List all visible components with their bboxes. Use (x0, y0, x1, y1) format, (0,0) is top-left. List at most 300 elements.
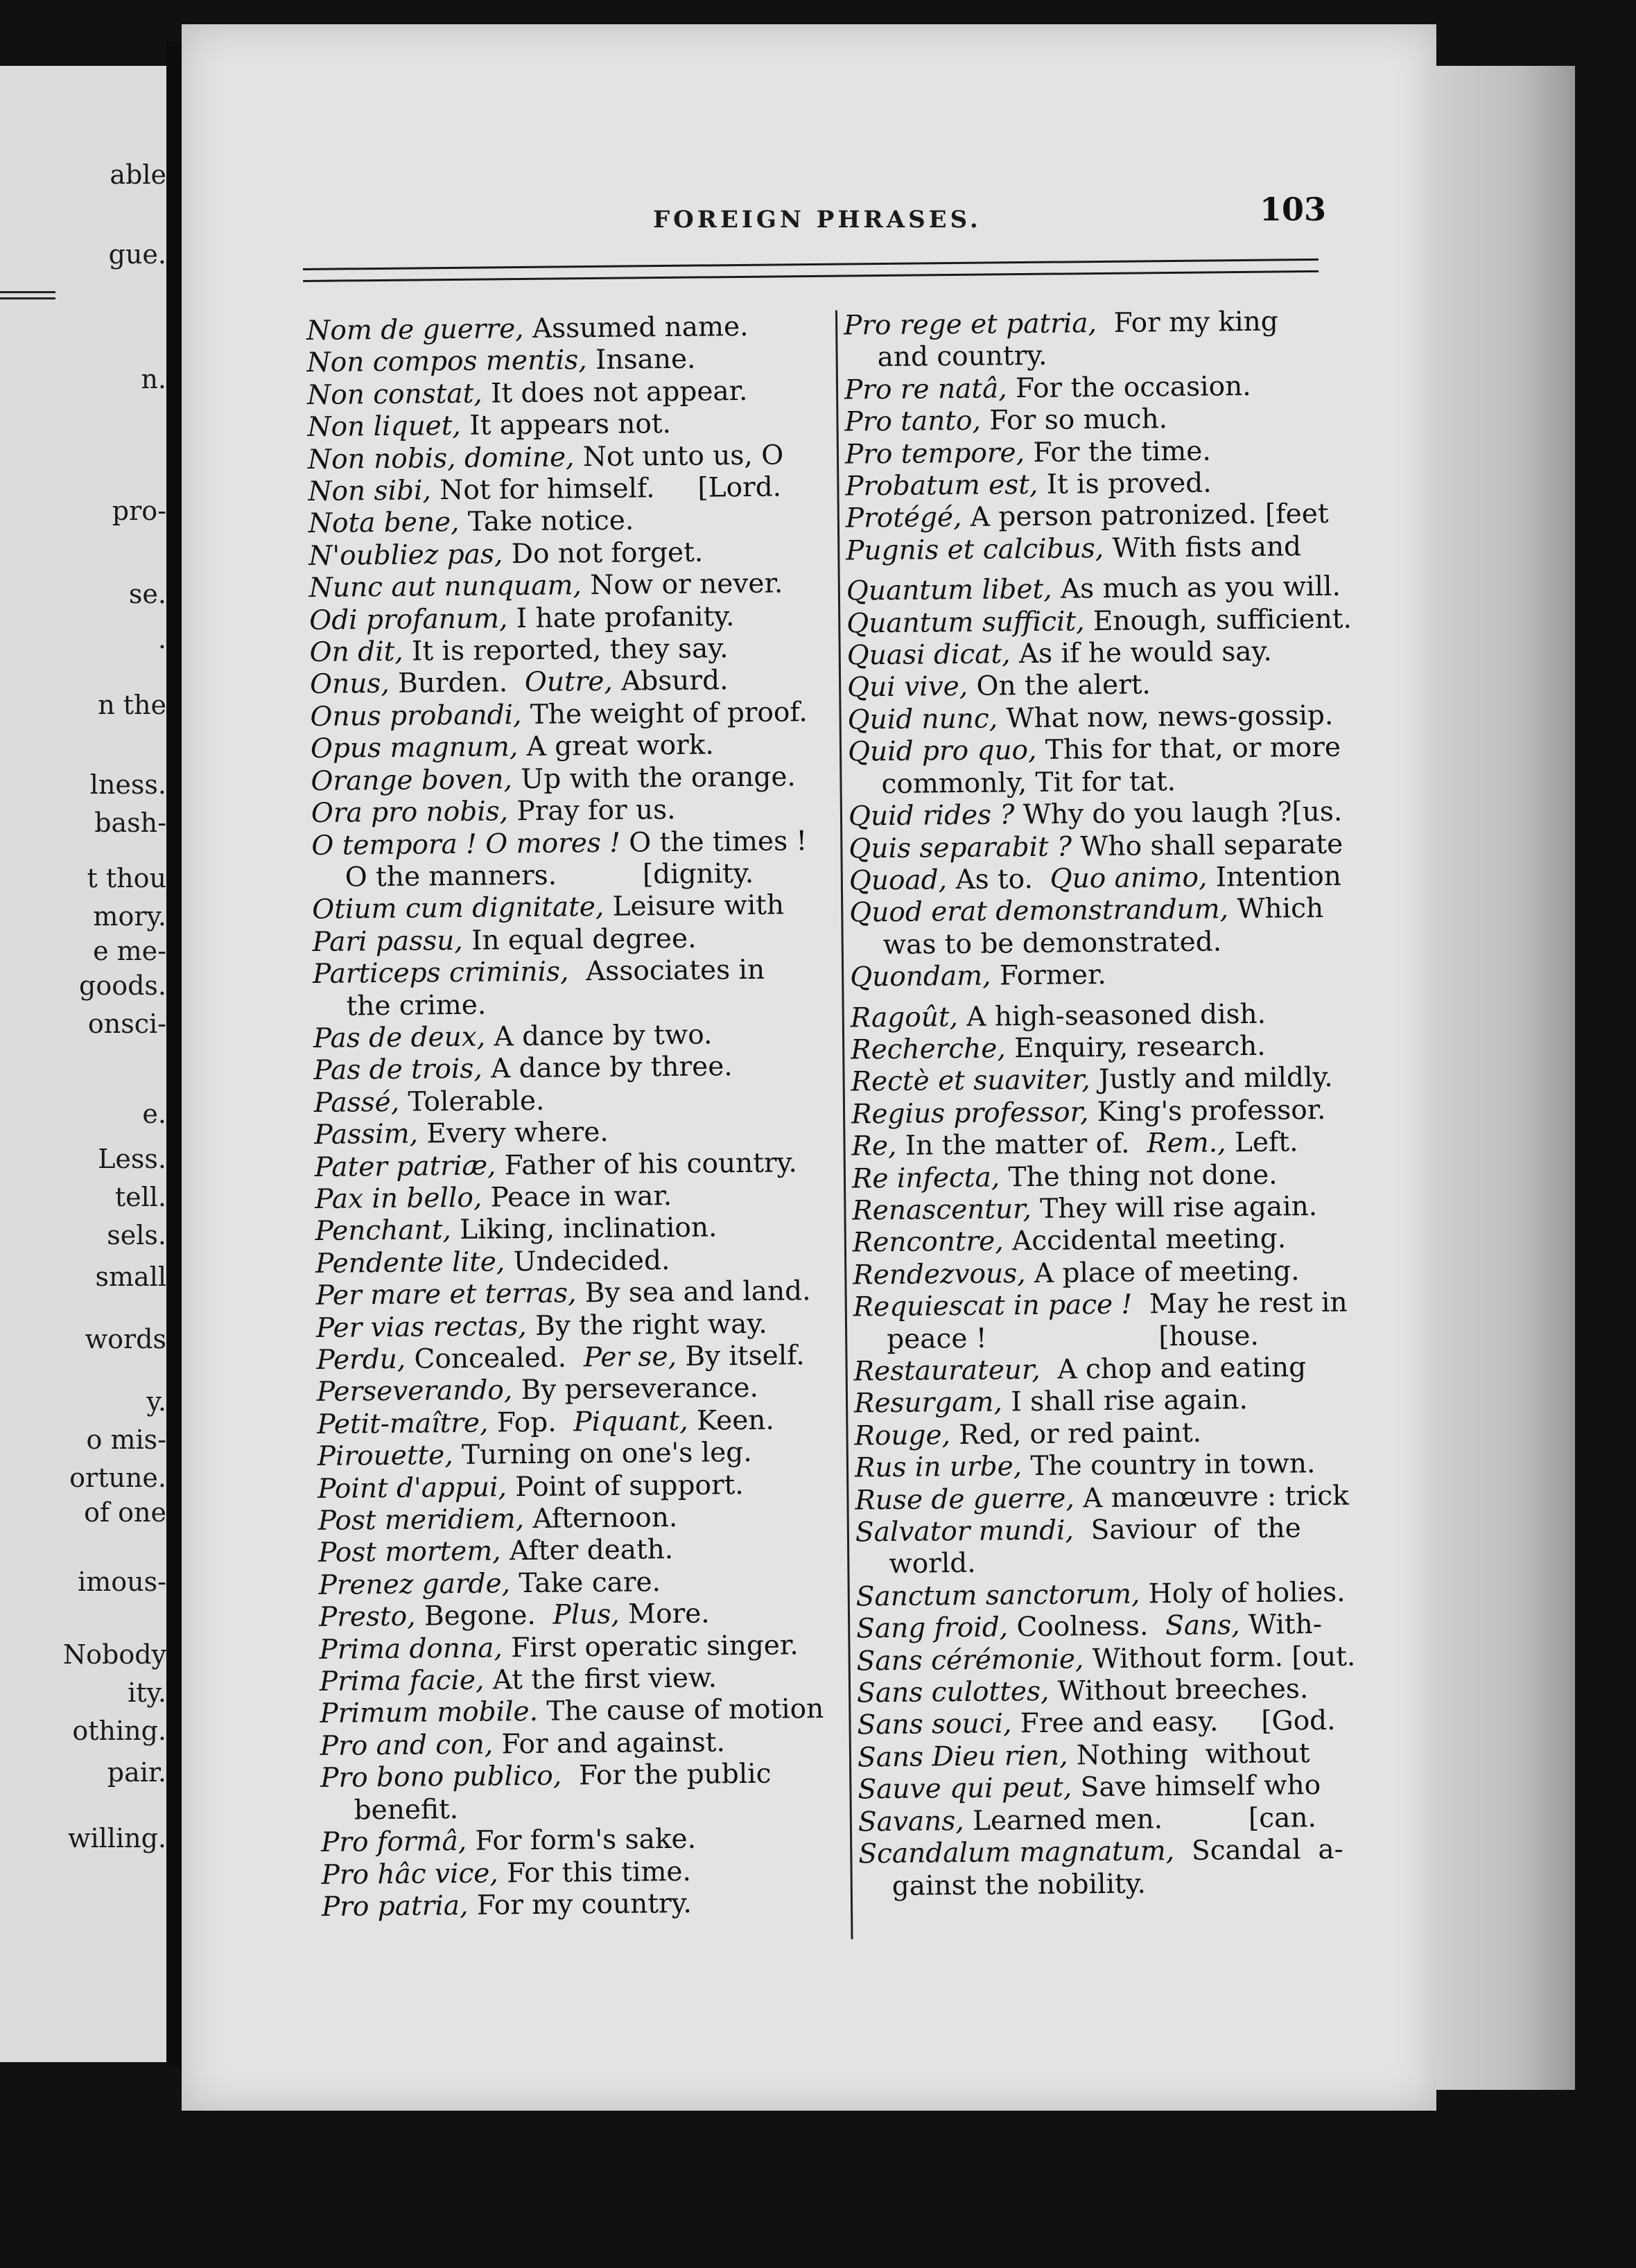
phrase-definition: Scandal a- (1174, 1833, 1344, 1867)
phrase-definition: Enquiry, research. (1005, 1030, 1266, 1065)
phrase-definition: Insane. (586, 344, 696, 376)
previous-page-line: sels. (107, 1220, 166, 1250)
phrase-entry (855, 1447, 1413, 1485)
phrase-entry (315, 1275, 839, 1313)
phrase-entry (845, 433, 1403, 471)
phrase-definition: A manœuvre : trick (1074, 1480, 1349, 1515)
phrase-term: On dit, (309, 636, 403, 669)
phrase-entry (320, 1758, 844, 1795)
phrase-entry (844, 337, 1402, 374)
phrase-definition: I shall rise again. (1002, 1384, 1248, 1418)
phrase-definition: The cause of motion (537, 1693, 824, 1728)
phrase-definition: Do not forget. (503, 537, 704, 570)
phrase-entry (847, 635, 1405, 672)
book-gutter (166, 42, 182, 2066)
phrase-term: Requiescat in pace ! (853, 1289, 1133, 1323)
phrase-term: Quid nunc, (847, 703, 998, 736)
phrase-entry (318, 1565, 842, 1603)
phrase-term: Particeps criminis, (312, 956, 569, 991)
phrase-definition: Take care. (510, 1567, 661, 1600)
phrase-definition: benefit. (354, 1793, 459, 1826)
phrase-term: Outre, (524, 666, 613, 699)
phrase-term: Ora pro nobis, (311, 796, 509, 830)
phrase-term: Pro and con, (320, 1729, 494, 1762)
phrase-definition: Left. (1226, 1126, 1298, 1159)
phrase-definition: Nothing without (1068, 1738, 1310, 1772)
phrase-term: Sans, (1165, 1610, 1240, 1642)
phrase-definition: For so much. (980, 403, 1168, 437)
phrase-term: Presto, (318, 1600, 416, 1634)
phrase-entry (848, 763, 1406, 801)
phrase-entry (319, 1597, 842, 1634)
phrase-term: Recherche, (850, 1033, 1006, 1066)
phrase-term: Probatum est, (845, 469, 1038, 503)
phrase-term: Ruse de guerre, (855, 1483, 1074, 1517)
phrase-entry (851, 997, 1409, 1034)
phrase-entry (320, 1693, 843, 1731)
phrase-term: Protégé, (845, 502, 962, 534)
phrase-term: Per se, (583, 1341, 677, 1374)
phrase-entry (316, 1340, 839, 1377)
phrase-definition: Why do you laugh ?[us. (1014, 796, 1343, 831)
phrase-term: Pro hâc vice, (321, 1857, 499, 1891)
previous-page-line: bash- (94, 808, 166, 838)
phrase-entry (312, 857, 835, 895)
phrase-term: Quo animo, (1050, 862, 1208, 895)
phrase-definition: Concealed. (405, 1342, 584, 1375)
phrase-definition: It is reported, they say. (403, 633, 729, 668)
phrase-term: Rem., (1147, 1127, 1226, 1160)
phrase-entry (855, 1544, 1413, 1581)
previous-page-line: n the (98, 690, 166, 720)
phrase-entry (307, 375, 830, 412)
phrase-entry (851, 1126, 1409, 1163)
phrase-entry (311, 793, 835, 830)
phrase-definition: O the manners. [dignity. (345, 857, 754, 893)
phrase-term: Quantum sufficit, (846, 605, 1085, 640)
phrase-term: Qui vive, (846, 671, 968, 704)
phrase-entry (318, 1533, 842, 1570)
phrase-entry (849, 860, 1407, 898)
phrase-definition: For the occasion. (1007, 370, 1251, 405)
phrase-entry (851, 1029, 1409, 1067)
previous-page-line: othing. (72, 1716, 166, 1746)
phrase-entry (844, 401, 1402, 439)
phrase-term: Rendezvous, (853, 1257, 1026, 1291)
phrase-term: Pro patria, (321, 1890, 469, 1923)
phrase-definition: Saviour of the (1073, 1512, 1301, 1546)
phrase-term: Pendente lite, (315, 1246, 505, 1280)
phrase-definition: Pray for us. (507, 794, 676, 828)
phrase-entry (847, 699, 1405, 737)
phrase-definition: By sea and land. (576, 1275, 811, 1309)
phrase-definition: Intention (1207, 860, 1342, 893)
phrase-term: Sanctum sanctorum, (855, 1578, 1140, 1613)
previous-page-line: y. (146, 1386, 166, 1417)
phrase-definition: Burden. (389, 667, 525, 700)
phrase-term: Quoad, (849, 864, 948, 897)
phrase-definition: May he rest in (1132, 1286, 1348, 1320)
phrase-definition: Save himself who (1072, 1770, 1321, 1804)
phrase-definition: peace ! [house. (887, 1320, 1260, 1355)
phrase-definition: A great work. (518, 729, 714, 763)
phrase-entry (317, 1501, 841, 1538)
phrase-entry (314, 1115, 837, 1152)
phrase-term: Per mare et terras, (315, 1277, 577, 1312)
phrase-entry (316, 1307, 839, 1345)
previous-page-line: e. (142, 1099, 166, 1129)
phrase-definition: gainst the nobility. (891, 1867, 1147, 1902)
page-number: 103 (1260, 191, 1327, 228)
phrase-term: Passim, (314, 1118, 419, 1151)
phrase-term: Sans souci, (857, 1708, 1012, 1741)
phrase-term: Quasi dicat, (846, 638, 1011, 672)
phrase-entry (311, 760, 834, 798)
phrase-definition: On the alert. (967, 669, 1151, 703)
phrase-term: Quid rides ? (848, 799, 1015, 832)
phrase-term: Nom de guerre, (306, 313, 524, 347)
phrase-term: Salvator mundi, (855, 1515, 1074, 1549)
phrase-term: Quis separabit ? (849, 830, 1072, 865)
phrase-definition: For the time. (1024, 435, 1211, 469)
phrase-definition: Undecided. (505, 1244, 670, 1278)
previous-page-line: ity. (128, 1677, 166, 1708)
previous-page-line: ortune. (69, 1463, 166, 1493)
previous-page-line: gue. (108, 239, 166, 270)
phrase-definition: The thing not done. (999, 1159, 1278, 1194)
header-double-rule (303, 259, 1319, 282)
phrase-entry (319, 1629, 842, 1666)
phrase-entry (845, 466, 1403, 503)
phrase-entry (315, 1243, 839, 1280)
phrase-definition: world. (889, 1548, 976, 1580)
phrase-term: Prima donna, (319, 1632, 503, 1666)
phrase-entry (317, 1436, 841, 1474)
phrase-definition: For my king (1096, 306, 1278, 340)
phrase-entry (850, 957, 1408, 994)
phrase-entry (315, 1146, 838, 1184)
phrase-definition: Who shall separate (1071, 828, 1343, 862)
phrase-entry (308, 439, 831, 476)
phrase-definition: This for that, or more (1036, 731, 1341, 767)
phrase-definition: Free and easy. [God. (1011, 1705, 1336, 1740)
phrase-definition: A high-seasoned dish. (957, 998, 1267, 1033)
phrase-entry (320, 1790, 844, 1827)
phrase-definition: Justly and mildly. (1090, 1062, 1333, 1096)
phrase-entry (853, 1351, 1411, 1388)
phrase-entry (313, 986, 836, 1023)
phrase-term: Nunc aut nunquam, (308, 570, 582, 604)
phrase-entry (847, 667, 1405, 704)
phrase-entry (317, 1372, 840, 1409)
phrase-definition: A place of meeting. (1025, 1255, 1300, 1289)
phrase-term: Renascentur, (852, 1193, 1032, 1227)
phrase-entry (849, 892, 1407, 930)
phrase-term: Restaurateur, (853, 1354, 1041, 1388)
phrase-entry (311, 729, 834, 766)
phrase-definition: commonly, Tit for tat. (881, 765, 1176, 800)
phrase-definition: I hate profanity. (507, 600, 735, 634)
previous-page-line: e me- (93, 936, 166, 966)
phrase-entry (306, 342, 830, 380)
phrase-definition: Accidental meeting. (1003, 1223, 1287, 1257)
previous-page-line: onsci- (87, 1009, 166, 1039)
phrase-definition: Absurd. (612, 665, 729, 698)
previous-page-line: lness. (89, 769, 166, 800)
phrase-definition: Learned men. [can. (964, 1802, 1317, 1837)
phrase-entry (309, 568, 833, 605)
phrase-entry (317, 1468, 841, 1506)
phrase-entry (306, 311, 830, 348)
phrase-entry (853, 1222, 1411, 1259)
phrase-term: Pas de deux, (313, 1021, 486, 1054)
phrase-term: Regius professor, (851, 1096, 1089, 1131)
phrase-definition: Begone. (415, 1599, 553, 1632)
previous-page-line: imous- (78, 1567, 166, 1597)
previous-page-line: pro- (112, 496, 166, 526)
phrase-term: Prenez garde, (318, 1568, 511, 1601)
phrase-term: Pater patriæ, (314, 1149, 496, 1183)
phrase-term: Quid pro quo, (847, 735, 1037, 768)
phrase-term: Sans Dieu rien, (857, 1740, 1068, 1774)
phrase-term: Rus in urbe, (854, 1451, 1022, 1484)
phrase-term: Sans cérémonie, (856, 1643, 1084, 1677)
phrase-definition: Leisure with (604, 889, 785, 923)
phrase-definition: By the right way. (526, 1308, 767, 1342)
phrase-definition: It does not appear. (482, 375, 748, 410)
phrase-term: Scandalum magnatum, (858, 1835, 1175, 1870)
phrase-definition: Liking, inclination. (451, 1212, 717, 1246)
phrase-term: O tempora ! O mores ! (311, 827, 621, 862)
phrase-definition: Point of support. (506, 1469, 744, 1503)
phrase-entry (858, 1737, 1416, 1774)
phrase-definition: Father of his country. (496, 1146, 797, 1181)
phrase-entry (314, 1082, 837, 1119)
phrase-term: Pro tempore, (844, 437, 1025, 471)
right-column (844, 305, 1417, 1903)
phrase-term: Perseverando, (316, 1375, 513, 1408)
phrase-term: Prima facie, (319, 1664, 485, 1698)
phrase-term: Point d'appui, (317, 1471, 507, 1505)
phrase-term: Post meridiem, (317, 1503, 525, 1537)
phrase-term: Pro formâ, (320, 1825, 467, 1858)
phrase-entry (310, 664, 833, 701)
phrase-entry (858, 1833, 1416, 1871)
previous-page-line: . (157, 624, 166, 654)
phrase-definition: Not for himself. [Lord. (430, 471, 782, 507)
phrase-definition: Red, or red paint. (950, 1417, 1202, 1451)
phrase-entry (853, 1318, 1411, 1356)
phrase-definition: It appears not. (460, 408, 672, 442)
phrase-definition: Associates in (568, 954, 765, 988)
phrase-definition: As if he would say. (1010, 636, 1272, 670)
phrase-term: Pro tanto, (844, 405, 982, 438)
phrase-definition: More. (619, 1598, 710, 1630)
previous-page-line: se. (128, 579, 166, 609)
phrase-definition: For and against. (492, 1727, 726, 1761)
phrase-term: Primum mobile. (320, 1696, 539, 1730)
phrase-definition: A dance by three. (482, 1051, 733, 1085)
previous-page-line: tell. (114, 1182, 166, 1212)
previous-page-line: Nobody (62, 1639, 166, 1670)
phrase-definition: Assumed name. (523, 311, 749, 344)
phrase-term: Rencontre, (852, 1225, 1004, 1259)
phrase-definition: Not unto us, O (574, 439, 784, 473)
phrase-definition: was to be demonstrated. (882, 926, 1222, 961)
phrase-term: Sang froid, (856, 1612, 1009, 1645)
phrase-entry (858, 1801, 1416, 1838)
phrase-term: Pro bono publico, (320, 1760, 562, 1795)
phrase-entry (312, 921, 835, 959)
phrase-entry (850, 925, 1408, 962)
phrase-definition: For my country. (468, 1887, 693, 1921)
phrase-term: Onus, (309, 668, 390, 701)
phrase-term: Quod erat demonstrandum, (849, 893, 1229, 929)
phrase-definition: Up with the orange. (512, 760, 797, 795)
phrase-definition: By itself. (676, 1340, 805, 1372)
previous-page-line: goods. (79, 970, 166, 1001)
phrase-definition: Holy of holies. (1140, 1576, 1346, 1610)
phrase-definition: Enough, sufficient. (1084, 603, 1352, 637)
phrase-definition: It is proved. (1038, 467, 1212, 500)
phrase-term: Pro re natâ, (844, 373, 1007, 406)
previous-page-line: mory. (93, 901, 166, 932)
phrase-term: Non liquet, (307, 410, 462, 444)
phrase-entry (844, 369, 1402, 407)
phrase-definition: Take notice. (459, 505, 634, 539)
phrase-definition: Afternoon. (523, 1501, 678, 1535)
phrase-term: Non nobis, domine, (307, 441, 575, 476)
phrase-entry (846, 570, 1404, 608)
phrase-definition: A chop and eating (1040, 1352, 1307, 1386)
phrase-definition: Tolerable. (399, 1085, 545, 1118)
phrase-term: Odi profanum, (309, 602, 508, 636)
book-page (182, 24, 1436, 2111)
phrase-term: Post mortem, (317, 1535, 501, 1569)
phrase-entry (322, 1887, 845, 1924)
previous-page-header-rule (0, 291, 55, 299)
phrase-entry (317, 1404, 840, 1441)
phrase-definition: A dance by two. (485, 1019, 713, 1053)
phrase-entry (310, 697, 833, 734)
phrase-definition: With- (1239, 1609, 1323, 1641)
phrase-term: Nota bene, (308, 507, 460, 540)
phrase-entry (315, 1179, 838, 1216)
phrase-definition: Which (1228, 893, 1324, 925)
phrase-entry (312, 889, 835, 927)
phrase-definition: Without form. [out. (1084, 1641, 1356, 1675)
phrase-definition: In the matter of. (896, 1128, 1147, 1162)
phrase-columns (306, 305, 1425, 1993)
phrase-definition: O the times ! (620, 825, 808, 859)
phrase-entry (856, 1608, 1414, 1646)
phrase-entry (313, 954, 836, 991)
phrase-entry (858, 1769, 1416, 1806)
phrase-entry (311, 825, 835, 862)
phrase-entry (846, 602, 1404, 640)
phrase-term: Rouge, (854, 1419, 951, 1452)
phrase-entry (321, 1822, 844, 1860)
phrase-entry (854, 1415, 1412, 1453)
phrase-entry (852, 1190, 1410, 1228)
phrase-definition: By perseverance. (512, 1372, 759, 1406)
phrase-entry (856, 1576, 1414, 1614)
phrase-definition: the crime. (346, 989, 487, 1022)
phrase-entry (844, 305, 1402, 342)
phrase-term: Pirouette, (317, 1440, 453, 1473)
phrase-term: Re, (851, 1131, 897, 1162)
phrase-entry (846, 530, 1404, 568)
phrase-term: Pas de trois, (313, 1053, 482, 1087)
phrase-term: Quondam, (849, 960, 991, 993)
phrase-definition: They will rise again. (1031, 1191, 1318, 1225)
phrase-term: Passé, (313, 1086, 400, 1119)
phrase-definition: Without breeches. (1049, 1673, 1309, 1707)
phrase-term: Orange boven, (311, 763, 513, 797)
phrase-entry (855, 1512, 1413, 1549)
phrase-definition: Every where. (417, 1117, 609, 1150)
phrase-entry (846, 498, 1404, 535)
phrase-entry (308, 536, 832, 573)
phrase-definition: Coolness. (1007, 1610, 1166, 1643)
phrase-definition: With fists and (1103, 531, 1302, 564)
phrase-entry (313, 1050, 837, 1088)
phrase-term: Sauve qui peut, (858, 1772, 1072, 1806)
phrase-entry (849, 828, 1407, 865)
phrase-term: Ragoût, (850, 1001, 959, 1034)
phrase-definition: Turning on one's leg. (453, 1437, 752, 1472)
phrase-entry (854, 1383, 1412, 1420)
previous-page-line: small (95, 1262, 166, 1292)
previous-page-line: Less. (98, 1144, 166, 1174)
phrase-entry (852, 1158, 1410, 1195)
phrase-term: Onus probandi, (310, 699, 522, 733)
phrase-term: Re infecta, (851, 1162, 1000, 1195)
phrase-entry (848, 731, 1406, 769)
phrase-term: Resurgam, (853, 1386, 1003, 1420)
phrase-definition: A person patronized. [feet (961, 498, 1329, 534)
phrase-entry (851, 1061, 1409, 1099)
running-head: FOREIGN PHRASES. (653, 206, 982, 234)
phrase-term: Pro rege et patria, (843, 308, 1097, 342)
phrase-definition: Now or never. (581, 568, 783, 602)
phrase-term: Plus, (552, 1599, 620, 1631)
previous-page-line: of one (84, 1497, 166, 1528)
previous-page-line: words (85, 1324, 166, 1354)
phrase-term: Pugnis et calcibus, (846, 532, 1104, 567)
left-column (306, 311, 845, 1924)
previous-page-line: able (110, 159, 166, 190)
phrase-term: Non constat, (306, 378, 482, 411)
phrase-definition: The country in town. (1021, 1448, 1316, 1483)
phrase-definition: As to. (946, 863, 1050, 896)
phrase-term: Savans, (858, 1805, 964, 1838)
page-edge-stack (1436, 66, 1575, 2090)
phrase-term: Pari passu, (312, 925, 463, 958)
phrase-term: Otium cum dignitate, (312, 891, 604, 926)
phrase-definition: First operatic singer. (502, 1629, 799, 1664)
previous-page-line: n. (141, 364, 166, 394)
phrase-entry (308, 471, 831, 509)
phrase-term: Pax in bello, (315, 1182, 482, 1215)
phrase-entry (857, 1704, 1415, 1742)
phrase-entry (321, 1854, 844, 1892)
phrase-entry (856, 1640, 1414, 1677)
phrase-entry (853, 1286, 1411, 1324)
phrase-definition: Keen. (688, 1404, 775, 1437)
phrase-definition: In equal degree. (462, 923, 697, 957)
phrase-entry (313, 1018, 837, 1056)
